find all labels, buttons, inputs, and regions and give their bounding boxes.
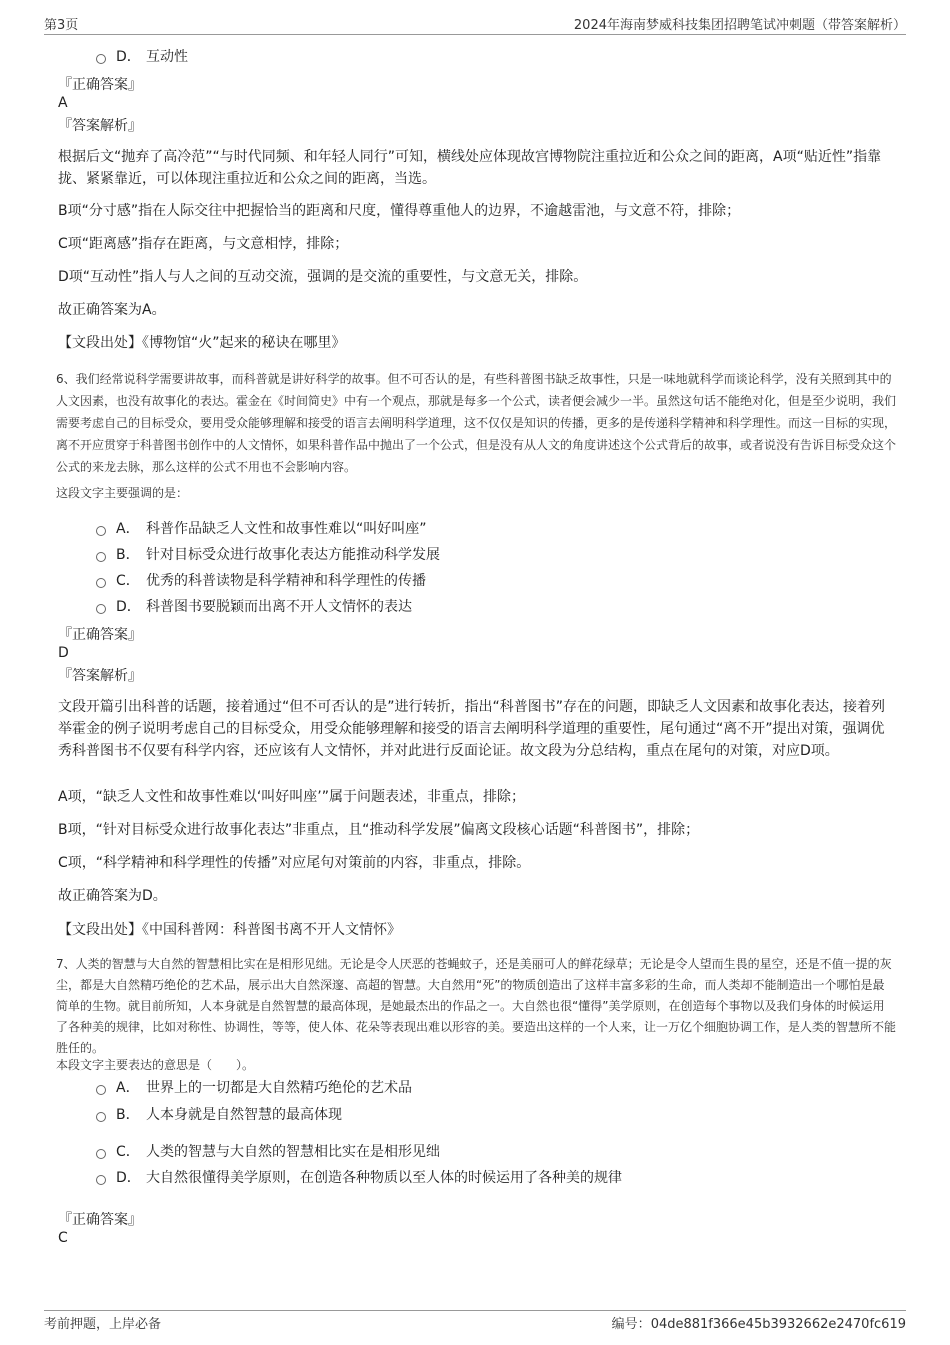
q6-analysis-p2: A项，“缺乏人文性和故事性难以‘叫好叫座’”属于问题表述，非重点，排除； [58, 789, 525, 805]
option-text: 科普图书要脱颖而出离不开人文情怀的表达 [146, 599, 412, 615]
radio-icon[interactable] [96, 526, 106, 536]
footer-slogan: 考前押题，上岸必备 [44, 1317, 162, 1332]
radio-icon[interactable] [96, 1149, 106, 1159]
q6-question-text: 6、我们经常说科学需要讲故事，而科普就是讲好科学的故事。但不可否认的是，有些科普图书缺乏故事性，只是一味地就科学而谈论科学，没有关照到其中的人文因素，也没有故事化的表达。霍金在《时间简史》中有一个观点，那就是每多一个公式，读者便会减少一半。虽然这句话不能绝对化，但是至少说明，我们需要考虑自己的目标受众，要用受众能够理解和接受的语言去阐明科学道理，这不仅仅是知识的传播，更多的是传递科学精神和科学理性。而这一目标的实现，离不开应贯穿于科普图书创作中的人文情怀，如果科普作品中抛出了一个公式，但是没有从人文的角度讲述这个公式背后的故事，或者说没有告诉目标受众这个公式的来龙去脉，那么这样的公式不用也不会影响内容。 [56, 372, 897, 474]
radio-icon[interactable] [96, 54, 106, 64]
page-number: 第3页 [44, 18, 79, 33]
q5-answer-label: 『正确答案』 [58, 77, 142, 93]
q6-analysis-p4: C项，“科学精神和科学理性的传播”对应尾句对策前的内容，非重点，排除。 [58, 855, 531, 871]
q7-option-c[interactable] [96, 1141, 440, 1163]
q6-option-c[interactable] [96, 570, 426, 592]
option-letter: B． [116, 1107, 140, 1123]
footer-code [612, 1313, 906, 1332]
q6-source: 【文段出处】《中国科普网：科普图书离不开人文情怀》 [58, 922, 401, 938]
option-letter: D． [116, 1170, 141, 1186]
q5-analysis-p2: B项“分寸感”指在人际交往中把握恰当的距离和尺度，懂得尊重他人的边界，不逾越雷池，与文意不符，排除； [58, 203, 741, 219]
option-text: 世界上的一切都是大自然精巧绝伦的艺术品 [146, 1080, 412, 1096]
q5-answer: A [58, 95, 68, 111]
option-letter: C． [116, 573, 140, 589]
option-letter: C． [116, 1144, 140, 1160]
q7-answer-label: 『正确答案』 [58, 1212, 142, 1228]
option-letter: D． [116, 599, 141, 615]
q7-answer: C [58, 1230, 68, 1246]
code-label: 编号： [611, 1317, 651, 1332]
option-letter: B． [116, 547, 140, 563]
q5-analysis-p1: 根据后文“抛弃了高冷范”“与时代同频、和年轻人同行”可知，横线处应体现故宫博物院注重拉近和公众之间的距离，A项“贴近性”指靠拢、紧紧靠近，可以体现注重拉近和公众之间的距离，当选。 [58, 149, 882, 187]
q5-analysis-p4: D项“互动性”指人与人之间的互动交流，强调的是交流的重要性，与文意无关，排除。 [58, 269, 588, 285]
q5-analysis-p3: C项“距离感”指存在距离，与文意相悖，排除； [58, 236, 349, 252]
radio-icon[interactable] [96, 1175, 106, 1185]
q6-analysis-label: 『答案解析』 [58, 668, 142, 684]
header-divider [44, 34, 906, 35]
q6-prompt: 这段文字主要强调的是： [56, 486, 189, 500]
radio-icon[interactable] [96, 578, 106, 588]
q6-analysis-p3: B项，“针对目标受众进行故事化表达”非重点，且“推动科学发展”偏离文段核心话题“科普图书”，排除； [58, 822, 700, 838]
q6-answer-label: 『正确答案』 [58, 627, 142, 643]
document-title: 2024年海南梦威科技集团招聘笔试冲刺题（带答案解析） [573, 18, 906, 33]
radio-icon[interactable] [96, 552, 106, 562]
q6-analysis-p5: 故正确答案为D。 [58, 888, 167, 904]
q7-option-b[interactable] [96, 1104, 342, 1126]
radio-icon[interactable] [96, 1112, 106, 1122]
q6-option-a[interactable] [96, 518, 427, 540]
q7-prompt: 本段文字主要表达的意思是（ ）。 [56, 1058, 255, 1072]
option-text: 优秀的科普读物是科学精神和科学理性的传播 [146, 573, 426, 589]
footer-divider [44, 1310, 906, 1311]
option-text: 大自然很懂得美学原则，在创造各种物质以至人体的时候运用了各种美的规律 [146, 1170, 622, 1186]
q6-answer: D [58, 645, 69, 661]
option-text: 人本身就是自然智慧的最高体现 [146, 1107, 342, 1123]
q5-analysis-p5: 故正确答案为A。 [58, 302, 166, 318]
option-letter: A． [116, 1080, 140, 1096]
q7-question-text: 7、人类的智慧与大自然的智慧相比实在是相形见绌。无论是令人厌恶的苍蝇蚊子，还是美丽可人的鲜花绿草；无论是令人望而生畏的星空，还是不值一提的灰尘，都是大自然精巧绝伦的艺术品，展示出大自然深邃、高超的智慧。大自然用“死”的物质创造出了这样丰富多彩的生命，而人类却不能制造出一个哪怕是最简单的生物。就目前所知，人本身就是自然智慧的最高体现，是她最杰出的作品之一。大自然也很“懂得”美学原则，在创造每个事物以及我们身体的时候运用了各种美的规律，比如对称性、协调性，等等，使人体、花朵等表现出难以形容的美。要造出这样的一个人来，让一万亿个细胞协调工作，是人类的智慧所不能胜任的。 [56, 957, 897, 1055]
q5-source: 【文段出处】《博物馆“火”起来的秘诀在哪里》 [58, 335, 346, 351]
q5-option-d[interactable] [96, 46, 188, 68]
option-text: 针对目标受众进行故事化表达方能推动科学发展 [146, 547, 440, 563]
q5-analysis-label: 『答案解析』 [58, 118, 142, 134]
option-text: 互动性 [146, 49, 188, 65]
option-letter: D． [116, 49, 141, 65]
radio-icon[interactable] [96, 604, 106, 614]
q6-option-b[interactable] [96, 544, 440, 566]
q6-option-d[interactable] [96, 596, 412, 618]
option-text: 科普作品缺乏人文性和故事性难以“叫好叫座” [146, 521, 427, 537]
radio-icon[interactable] [96, 1085, 106, 1095]
option-text: 人类的智慧与大自然的智慧相比实在是相形见绌 [146, 1144, 440, 1160]
q7-option-a[interactable] [96, 1077, 412, 1099]
code-value: 04de881f366e45b3932662e2470fc619 [650, 1317, 906, 1332]
q6-analysis-p1: 文段开篇引出科普的话题，接着通过“但不可否认的是”进行转折，指出“科普图书”存在的问题，即缺乏人文因素和故事化表达，接着列举霍金的例子说明考虑自己的目标受众，用受众能够理解和接受的语言去阐明科学道理的重要性，尾句通过“离不开”提出对策，强调优秀科普图书不仅要有科学内容，还应该有人文情怀，并对此进行反面论证。故文段为分总结构，重点在尾句的对策，对应D项。 [58, 699, 886, 759]
option-letter: A． [116, 521, 140, 537]
q7-option-d[interactable] [96, 1167, 622, 1189]
